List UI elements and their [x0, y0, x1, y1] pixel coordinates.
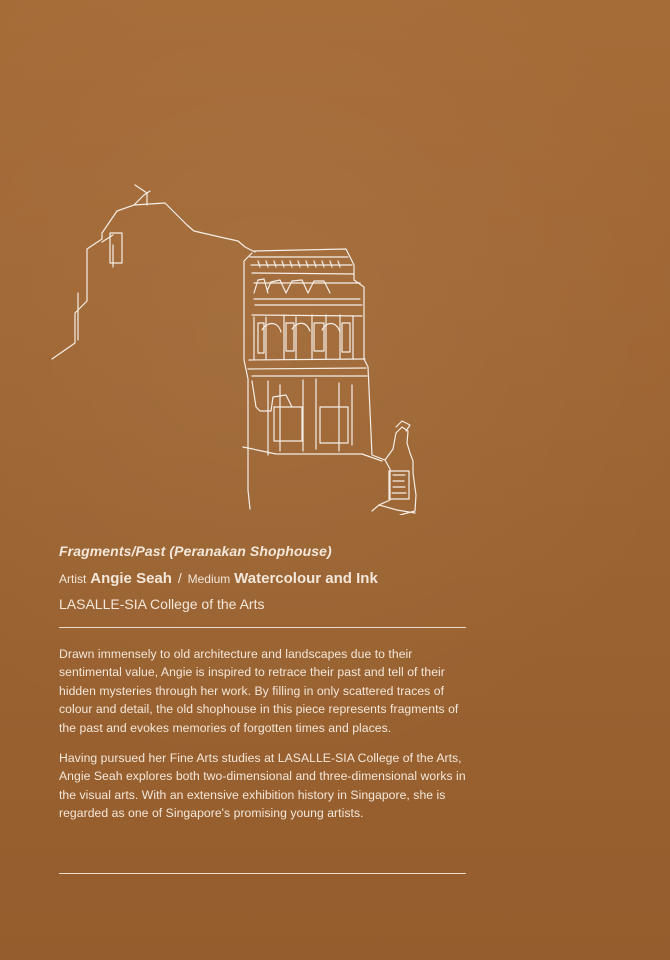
medium-value: Watercolour and Ink	[234, 570, 378, 587]
top-divider	[59, 627, 466, 628]
artwork-credits	[59, 569, 479, 588]
artist-name: Angie Seah	[90, 570, 172, 587]
credit-separator: /	[177, 570, 182, 586]
description-paragraph-2: Having pursued her Fine Arts studies at LASALLE-SIA College of the Arts, Angie Seah explores both two-dimensional and three-dimensional works in the visual arts. With an extensive exhibition history in Singapore, she is regarded as one of Singapore's promising young artists.	[59, 751, 466, 821]
institution-name: LASALLE-SIA College of the Arts	[59, 596, 265, 612]
artwork-meta	[59, 543, 479, 612]
bottom-divider	[59, 873, 466, 874]
artwork-title: Fragments/Past (Peranakan Shophouse)	[59, 543, 332, 559]
shophouse-sketch-drawing	[40, 175, 450, 515]
description	[59, 645, 469, 835]
shophouse-sketch	[40, 175, 450, 515]
artist-label: Artist	[59, 572, 87, 586]
medium-label: Medium	[187, 572, 231, 586]
description-paragraph-1: Drawn immensely to old architecture and landscapes due to their sentimental value, Angie is inspired to retrace their past and tell of their hidden mysteries through her work. By filling in only scattered traces of colour and detail, the old shophouse in this piece represents fragments of the past and evokes memories of forgotten times and places.	[59, 647, 459, 735]
